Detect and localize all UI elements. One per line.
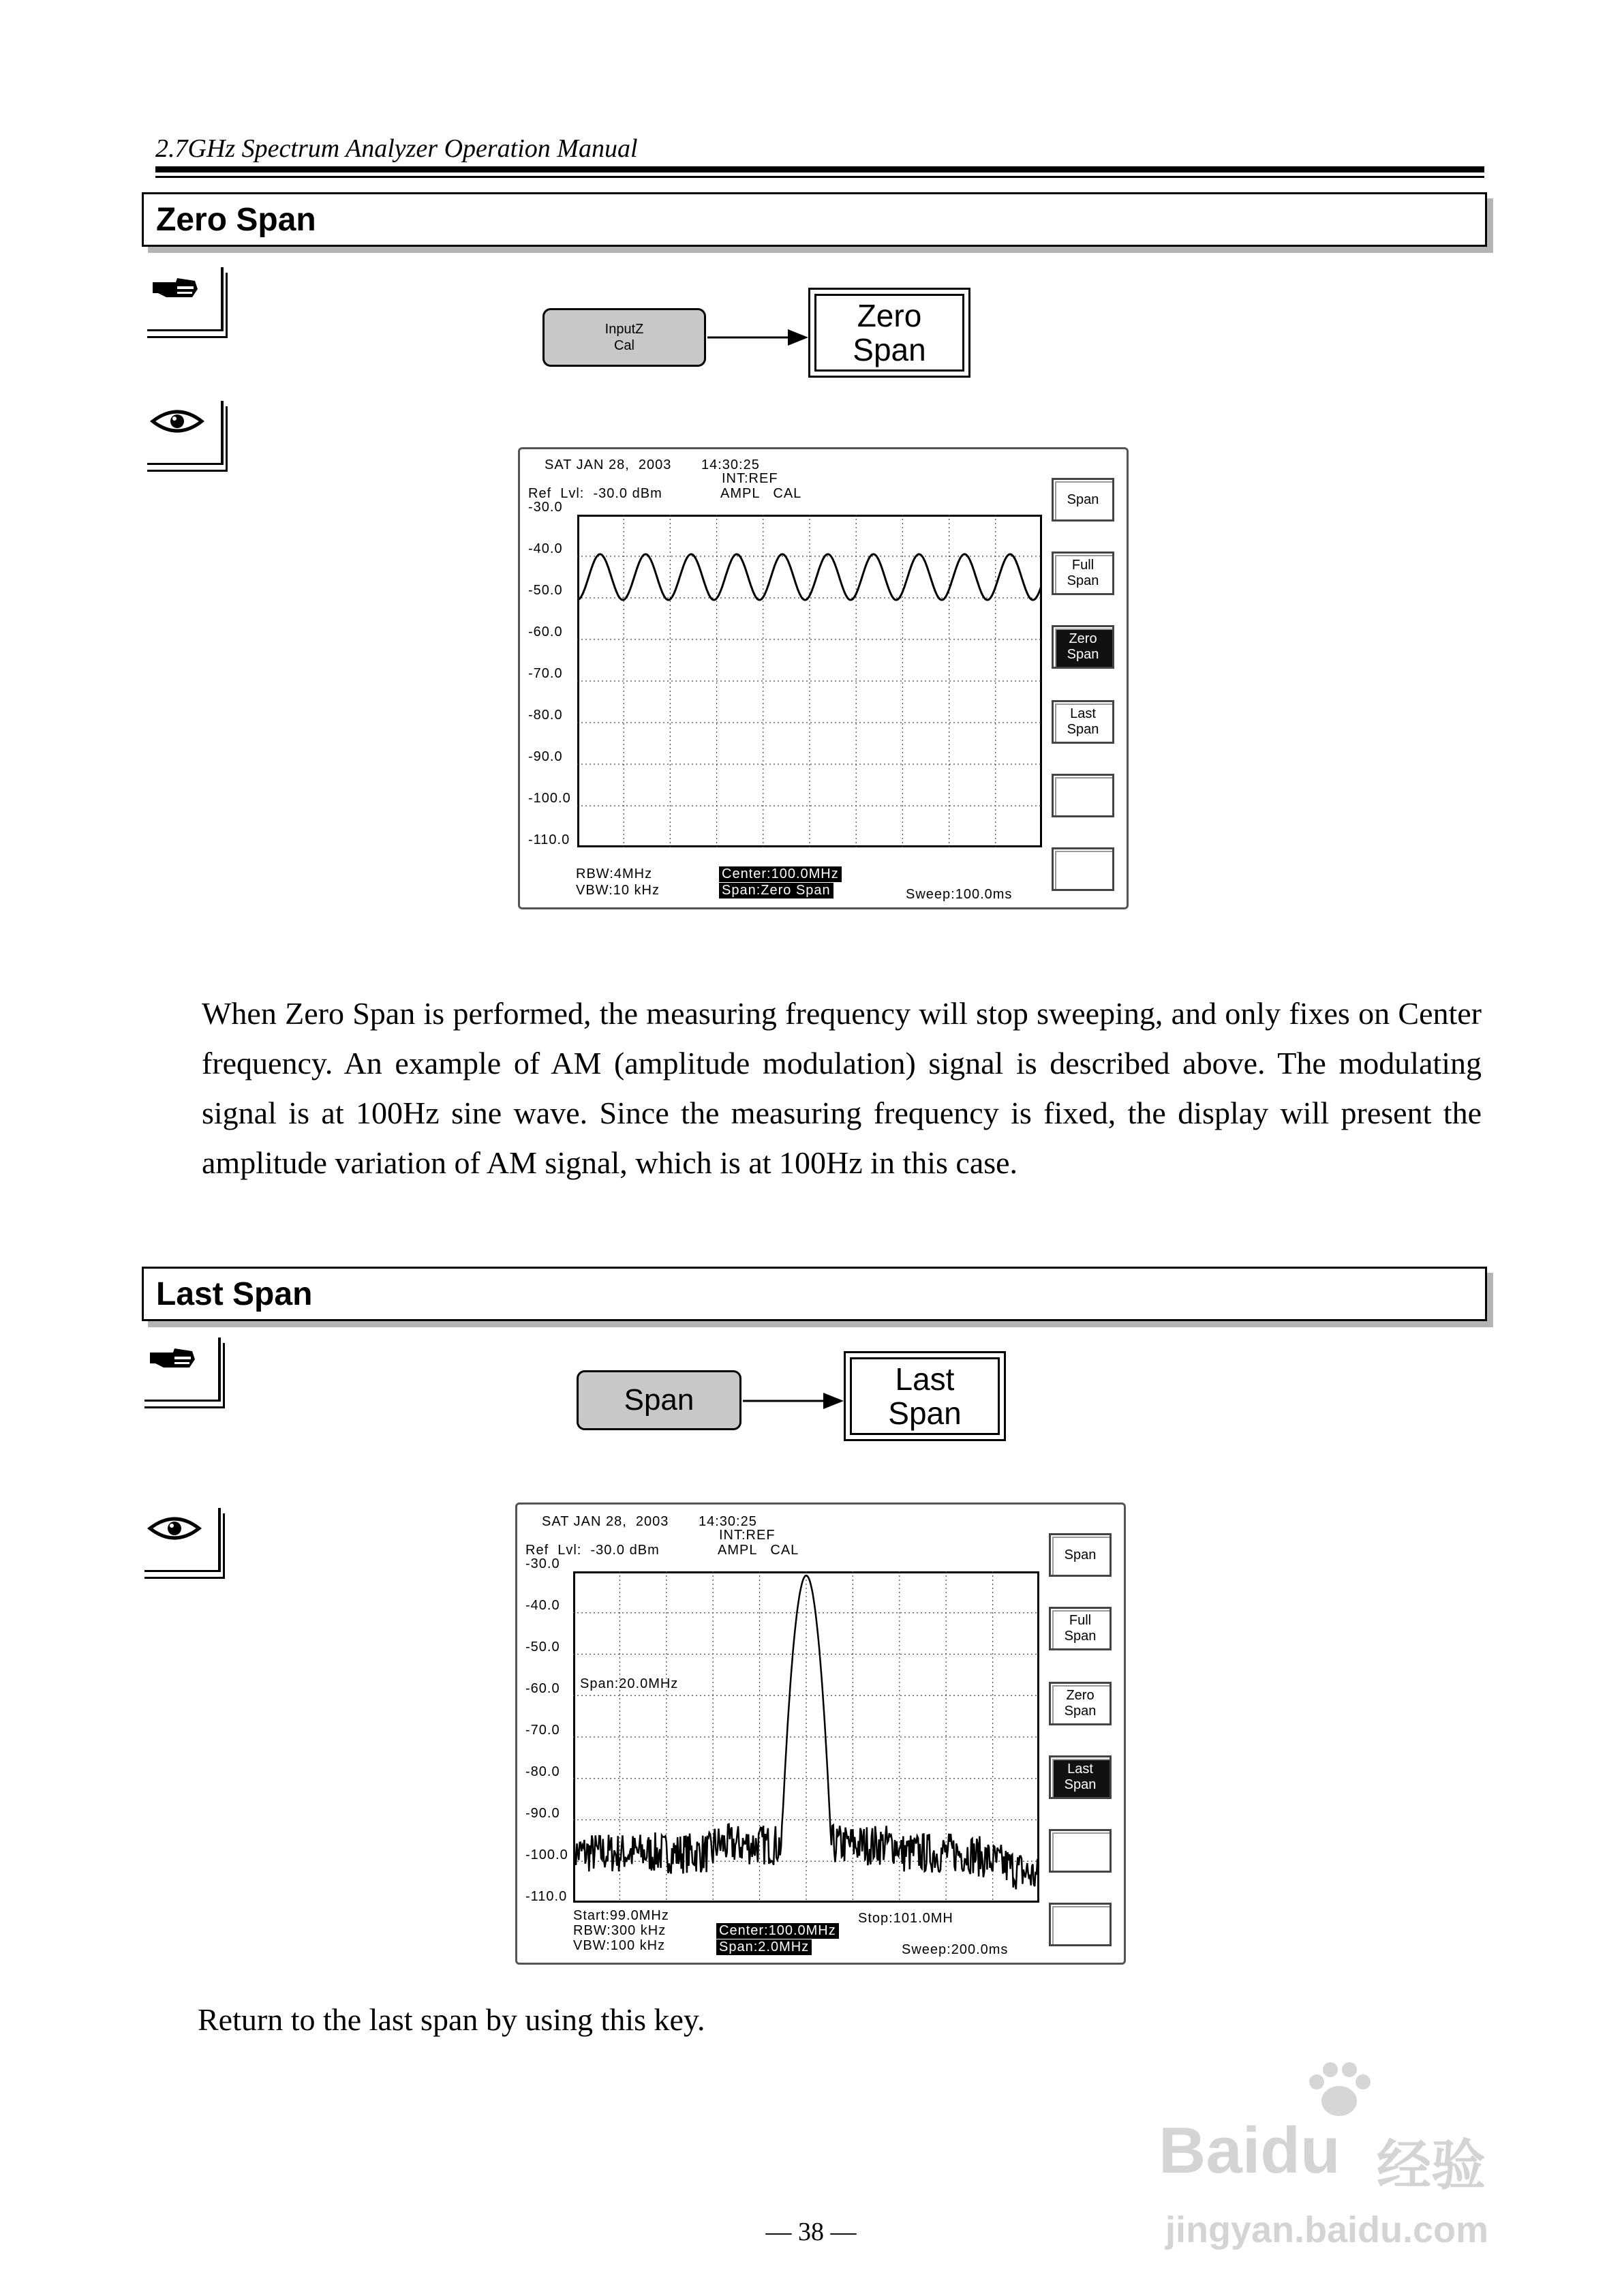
screen-ampl-cal: AMPL CAL <box>720 486 802 501</box>
y-tick-label: -30.0 <box>528 500 563 515</box>
y-tick-label: -70.0 <box>525 1723 560 1738</box>
screen-time: 14:30:25 <box>699 1514 757 1529</box>
screen-vbw: VBW:10 kHz <box>576 883 660 898</box>
screen-int-ref: INT:REF <box>722 471 778 486</box>
softkey-blank-1[interactable] <box>1049 1829 1112 1873</box>
page-number: — 38 — <box>765 2218 857 2246</box>
screen-span-label: Span:20.0MHz <box>580 1676 679 1691</box>
screen-span: Span:Zero Span <box>719 883 833 898</box>
screen-date: SAT JAN 28, 2003 <box>545 457 672 472</box>
analyzer-screen-zero-span <box>518 447 1129 909</box>
zero-span-description: When Zero Span is performed, the measuring frequency will stop sweeping, and only fixes on Center frequency. An example of AM (amplitude modulation) signal is described above. The modulating signal is at 100Hz sine wave. Since the measuring frequency is fixed, the display will present the amplitude variation of AM signal, which is at 100Hz in this case. <box>202 996 1482 1180</box>
analyzer-screen-last-span <box>515 1502 1126 1965</box>
softkey-last-span[interactable]: Last Span <box>1049 1755 1112 1799</box>
y-tick-label: -100.0 <box>525 1847 568 1862</box>
screen-int-ref: INT:REF <box>719 1528 776 1543</box>
y-tick-label: -70.0 <box>528 666 563 681</box>
softkey-span[interactable]: Span <box>1049 1533 1112 1577</box>
y-tick-label: -90.0 <box>528 749 563 764</box>
baidu-jingyan-watermark: Baidu 经验 jingyan.baidu.com <box>1159 2059 1540 2263</box>
paw-logo-icon <box>1302 2059 1377 2120</box>
y-tick-label: -110.0 <box>525 1889 568 1904</box>
flow-arrow <box>743 1389 845 1413</box>
display-indicator <box>147 401 228 472</box>
softkey-blank-1[interactable] <box>1052 774 1114 817</box>
softkey-zero-span[interactable]: Zero Span <box>1049 1682 1112 1725</box>
screen-rbw: RBW:300 kHz <box>573 1923 667 1938</box>
y-tick-label: -40.0 <box>528 541 563 556</box>
softkey-span[interactable]: Span <box>1052 478 1114 522</box>
screen-stop: Stop:101.0MH <box>858 1911 953 1926</box>
y-tick-label: -90.0 <box>525 1806 560 1821</box>
screen-start: Start:99.0MHz <box>573 1908 669 1923</box>
screen-ampl-cal: AMPL CAL <box>718 1543 799 1558</box>
header-rule-thick <box>155 166 1484 172</box>
last-span-description: Return to the last span by using this key. <box>198 2002 705 2037</box>
screen-vbw: VBW:100 kHz <box>573 1938 666 1953</box>
y-tick-label: -50.0 <box>525 1640 560 1655</box>
screen-span: Span:2.0MHz <box>716 1939 812 1955</box>
eye-icon <box>147 1513 202 1543</box>
display-indicator <box>144 1508 225 1579</box>
section-heading-zero-span: Zero Span <box>142 192 1487 247</box>
screen-ref-level: Ref Lvl: -30.0 dBm <box>528 486 662 501</box>
section-heading-last-span: Last Span <box>142 1267 1487 1321</box>
inputz-cal-key[interactable]: InputZ Cal <box>542 308 706 367</box>
screen-rbw: RBW:4MHz <box>576 866 653 881</box>
eye-icon <box>150 406 204 436</box>
zero-span-key[interactable]: Zero Span <box>808 288 970 378</box>
y-tick-label: -40.0 <box>525 1598 560 1613</box>
screen-time: 14:30:25 <box>701 457 760 472</box>
running-header: 2.7GHz Spectrum Analyzer Operation Manual <box>155 134 638 163</box>
softkey-zero-span[interactable]: Zero Span <box>1052 625 1114 669</box>
y-tick-label: -80.0 <box>528 708 563 723</box>
flow-arrow <box>707 326 810 349</box>
screen-center: Center:100.0MHz <box>719 866 842 882</box>
span-key[interactable]: Span <box>577 1370 741 1430</box>
softkey-blank-2[interactable] <box>1052 847 1114 891</box>
keystroke-indicator <box>147 267 228 338</box>
last-span-trace-plot <box>573 1571 1039 1903</box>
y-tick-label: -50.0 <box>528 583 563 598</box>
softkey-full-span[interactable]: Full Span <box>1052 552 1114 595</box>
screen-center: Center:100.0MHz <box>716 1923 839 1939</box>
last-span-key[interactable]: Last Span <box>844 1351 1006 1441</box>
y-tick-label: -100.0 <box>528 791 571 806</box>
pointing-hand-icon <box>147 1343 196 1376</box>
screen-sweep: Sweep:200.0ms <box>902 1942 1009 1957</box>
screen-ref-level: Ref Lvl: -30.0 dBm <box>525 1543 660 1558</box>
y-tick-label: -110.0 <box>528 832 570 847</box>
screen-date: SAT JAN 28, 2003 <box>542 1514 669 1529</box>
softkey-blank-2[interactable] <box>1049 1903 1112 1946</box>
y-tick-label: -30.0 <box>525 1556 560 1571</box>
screen-sweep: Sweep:100.0ms <box>906 887 1013 902</box>
header-rule-thin <box>155 176 1484 178</box>
softkey-full-span[interactable]: Full Span <box>1049 1607 1112 1650</box>
keystroke-indicator <box>144 1338 225 1408</box>
y-tick-label: -80.0 <box>525 1764 560 1779</box>
softkey-last-span[interactable]: Last Span <box>1052 700 1114 744</box>
pointing-hand-icon <box>150 273 199 305</box>
zero-span-trace-plot <box>577 515 1042 847</box>
y-tick-label: -60.0 <box>525 1681 560 1696</box>
y-tick-label: -60.0 <box>528 624 563 639</box>
